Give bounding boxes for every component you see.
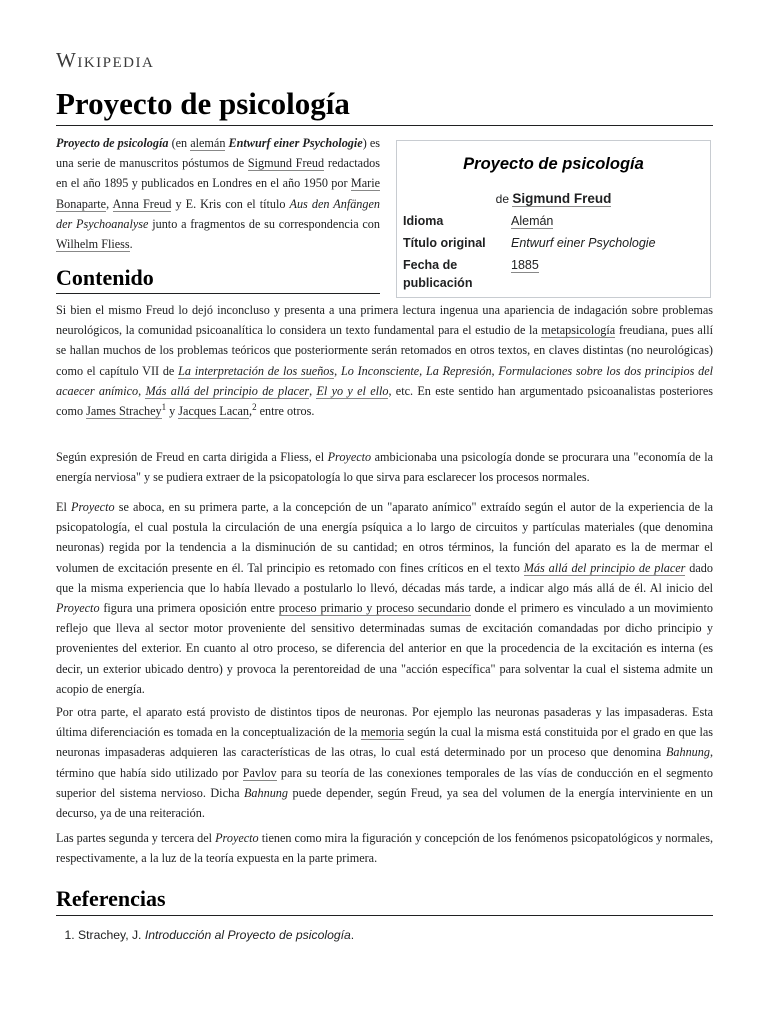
- text-run: Las partes segunda y tercera del: [56, 831, 216, 845]
- link-marie-bonaparte[interactable]: Marie Bonaparte: [56, 176, 380, 211]
- section-heading-contenido: Contenido: [56, 265, 380, 294]
- text-run: dado que la misma experiencia que lo había llevado a postularlo lo llevó, décadas más tarde, a indicar algo más allá de él. Al inicio del: [56, 560, 713, 595]
- link-mas-alla-principio-placer[interactable]: Más allá del principio de placer: [145, 383, 310, 398]
- text-run: Si bien el mismo Freud lo dejó inconcluso y presenta a una primera lectura ingenua una apariencia de indagación sobre problemas neurológicos, la comunidad psicoanalítica lo considera un texto fundamental para el estudio de la: [56, 303, 713, 338]
- text-run: entre otros.: [256, 404, 315, 419]
- text-run: redactados en el año 1895 y publicados en Londres en el año 1950 por: [56, 156, 381, 191]
- text-run: Proyecto: [56, 601, 100, 616]
- original-title: Entwurf einer Psychologie: [228, 136, 363, 150]
- text-run: freudiana, pues allí se hallan muchos de los problemas teóricos que posteriormente serán retomados en otros textos, en claves distintas (no neurológicas) como el capítulo VII de: [56, 323, 714, 378]
- text-run: junto a fragmentos de su correspondencia con: [148, 216, 380, 231]
- text-run: Proyecto: [327, 450, 372, 464]
- link-sigmund-freud[interactable]: Sigmund Freud: [247, 156, 325, 171]
- text-run: Bahnung: [665, 745, 710, 760]
- text-run: donde el primero es vinculado a un movimiento reflejo que lleva al sector motor proveniente del sensitivo determinadas sumas de excitación comandadas por dicho principio y provenientes del exterior. En cuanto al otro proceso, se diferencia del anterior en que la procedencia de la excitación es interna (es decir, un exterior ubicado dentro) y provoca la perentoreidad de una "acción específica" para solventar la cual el sistema admite un acopio de energía.: [56, 601, 714, 696]
- text-run: figura una primera oposición entre: [99, 601, 279, 616]
- text-run: puede depender, según Freud, ya sea del volumen de la energía interviniente en un decurso, ya de una reiteración.: [56, 785, 713, 821]
- text-run: Según expresión de Freud en carta dirigida a Fliess, el: [56, 450, 328, 464]
- lead-title: Proyecto de psicología: [56, 136, 169, 150]
- link-jacques-lacan[interactable]: Jacques Lacan: [178, 404, 250, 419]
- text-run: Por otra parte, el aparato está provisto de distintos tipos de neuronas. Por ejemplo las neuronas pasaderas y las impasaderas. Esta última diferenciación es tomada en la conceptualización de la: [56, 705, 713, 740]
- text-run: ,: [138, 383, 146, 398]
- text-run: Lo Inconsciente, La Represión, Formulaciones sobre los dos principios del acaecer anímico: [56, 363, 714, 398]
- page-title: Proyecto de psicología: [56, 84, 713, 126]
- infobox-value[interactable]: Alemán: [511, 214, 554, 228]
- infobox-label: Idioma: [403, 214, 444, 228]
- infobox-value: Entwurf einer Psychologie: [511, 236, 656, 250]
- link-wilhelm-fliess[interactable]: Wilhelm Fliess: [56, 237, 130, 252]
- infobox: [396, 140, 711, 298]
- wikipedia-wordmark[interactable]: Wikipedia: [56, 48, 155, 72]
- text-run: ambicionaba una psicología donde se procurara una "economía de la energía nerviosa" y se pudiera extraer de la psicopatología lo que sirva para esclarecer los procesos normales.: [56, 450, 713, 485]
- infobox-title: Proyecto de psicología: [463, 155, 644, 173]
- text-run: ,: [309, 383, 317, 398]
- text-run: se aboca, en su primera parte, a la concepción de un "aparato anímico" extraído según el autor de la experiencia de la psicopatología, el cual postula la circulación de una energía psíquica a lo largo de circuitos y partículas materiales (que denomina neuronas) regida por la tendencia a la disminución de su cantidad; en otros términos, la función del aparato es la de mermar el volumen de excitación presente en él. Tal principio es retomado con fines críticos en el texto: [56, 500, 713, 575]
- intro-paragraph: [56, 133, 380, 254]
- text-run: según la cual la misma está constituida por el grado en que las neuronas impasaderas adquieren las características de las otras, lo cual está determinado por un proceso que denomina: [56, 725, 713, 760]
- section-heading-referencias: Referencias: [56, 886, 713, 916]
- publication-title: Aus den Anfängen der Psychoanalyse: [56, 196, 380, 231]
- link-el-yo-y-el-ello[interactable]: El yo y el ello: [316, 383, 389, 398]
- reference-title: Introducción al Proyecto de psicología: [144, 928, 351, 942]
- text-run: tienen como mira la figuración y concepción de los fenómenos psicopatológicos y normales, respectivamente, a la luz de la teoría expuesta en la parte primera.: [56, 831, 713, 866]
- text-run: Bahnung: [243, 785, 288, 800]
- text-run: ,: [106, 196, 113, 211]
- link-proceso-primario-secundario[interactable]: proceso primario y proceso secundario: [278, 601, 471, 616]
- text-run: , término que había sido utilizado por: [56, 745, 713, 780]
- infobox-author: [397, 191, 710, 206]
- link-james-strachey[interactable]: James Strachey: [86, 404, 162, 419]
- references-list: [56, 926, 735, 944]
- reference-marker[interactable]: 2: [252, 401, 257, 412]
- reference-marker[interactable]: 1: [161, 401, 167, 412]
- text-run: y E. Kris con el título: [171, 196, 290, 211]
- text-run: .: [350, 928, 355, 942]
- link-mas-alla-principio-placer[interactable]: Más allá del principio de placer: [523, 560, 686, 575]
- text-run: Strachey, J.: [78, 928, 145, 942]
- link-pavlov[interactable]: Pavlov: [242, 765, 277, 780]
- link-interpretacion-suenos[interactable]: La interpretación de los sueños: [178, 363, 335, 378]
- text-run: , etc. En este sentido han argumentado psicoanalistas posteriores como: [56, 383, 713, 419]
- body-paragraph: [56, 702, 713, 823]
- text-run: El: [56, 500, 72, 514]
- infobox-label: Fecha de publicación: [403, 258, 473, 290]
- infobox-value[interactable]: 1885: [511, 258, 539, 272]
- text-run: Proyecto: [71, 500, 115, 514]
- text-run: ,: [249, 404, 253, 419]
- text-run: (en: [168, 136, 191, 150]
- link-metapsicologia[interactable]: metapsicología: [541, 323, 616, 338]
- body-paragraph: [56, 447, 713, 487]
- author-prefix: de: [495, 192, 513, 206]
- text-run: ) es una serie de manuscritos póstumos de: [56, 136, 380, 171]
- reference-item: [78, 926, 735, 944]
- body-paragraph: [56, 828, 713, 868]
- link-memoria[interactable]: memoria: [360, 725, 405, 740]
- text-run: y: [166, 404, 179, 419]
- link-aleman[interactable]: alemán: [190, 136, 226, 150]
- body-paragraph: [56, 497, 713, 699]
- text-run: para su teoría de las conexiones temporales de las vías de conducción en el segmento superior del sistema nervioso. Dicha: [56, 765, 714, 800]
- text-run: .: [129, 237, 133, 252]
- text-run: Proyecto: [215, 831, 259, 845]
- infobox-author-link[interactable]: Sigmund Freud: [512, 191, 612, 206]
- link-anna-freud[interactable]: Anna Freud: [112, 196, 172, 211]
- body-paragraph: [56, 300, 713, 421]
- text-run: ,: [334, 363, 341, 378]
- infobox-label: Título original: [403, 236, 486, 250]
